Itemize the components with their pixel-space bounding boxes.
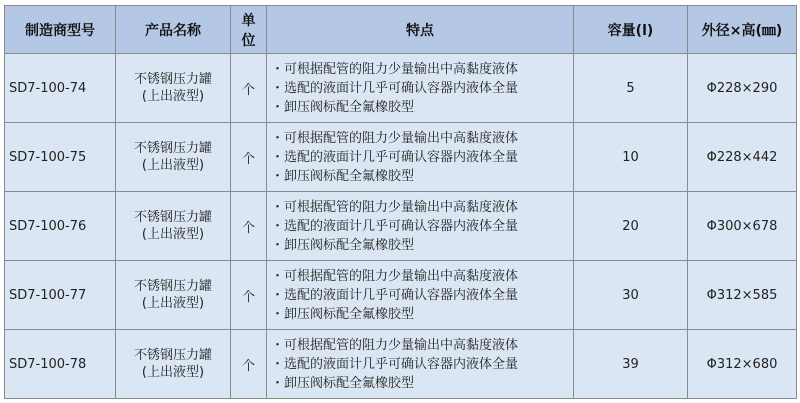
feature-line: ・可根据配管的阻力少量输出中高黏度液体	[271, 337, 519, 353]
cell-features	[267, 261, 574, 330]
feature-line: ・可根据配管的阻力少量输出中高黏度液体	[271, 130, 519, 146]
feature-line: ・选配的液面计几乎可确认容器内液体全量	[271, 218, 519, 234]
header-unit: 单位	[231, 6, 267, 54]
header-features: 特点	[267, 6, 574, 54]
table-row	[5, 123, 797, 192]
feature-line: ・选配的液面计几乎可确认容器内液体全量	[271, 356, 519, 372]
table-row	[5, 261, 797, 330]
cell-capacity: 5	[574, 54, 688, 123]
cell-features	[267, 54, 574, 123]
cell-unit: 个	[231, 330, 267, 399]
cell-model: SD7-100-77	[5, 261, 116, 330]
cell-capacity: 20	[574, 192, 688, 261]
feature-line: ・卸压阀标配全氟橡胶型	[271, 168, 415, 184]
name-line: (上出液型)	[141, 227, 205, 242]
cell-unit: 个	[231, 54, 267, 123]
name-line: 不锈钢压力罐	[133, 141, 212, 156]
cell-name	[116, 54, 231, 123]
product-spec-table	[4, 5, 797, 399]
cell-name	[116, 123, 231, 192]
cell-model: SD7-100-75	[5, 123, 116, 192]
name-line: 不锈钢压力罐	[133, 348, 212, 363]
feature-line: ・可根据配管的阻力少量输出中高黏度液体	[271, 199, 519, 215]
cell-capacity: 39	[574, 330, 688, 399]
table-row	[5, 192, 797, 261]
name-line: (上出液型)	[141, 158, 205, 173]
cell-name	[116, 261, 231, 330]
cell-features	[267, 192, 574, 261]
table-row	[5, 330, 797, 399]
name-line: 不锈钢压力罐	[133, 210, 212, 225]
cell-name	[116, 192, 231, 261]
cell-unit: 个	[231, 261, 267, 330]
cell-model: SD7-100-74	[5, 54, 116, 123]
cell-model: SD7-100-76	[5, 192, 116, 261]
feature-line: ・卸压阀标配全氟橡胶型	[271, 375, 415, 391]
feature-line: ・可根据配管的阻力少量输出中高黏度液体	[271, 268, 519, 284]
feature-line: ・卸压阀标配全氟橡胶型	[271, 99, 415, 115]
name-line: (上出液型)	[141, 89, 205, 104]
name-line: (上出液型)	[141, 296, 205, 311]
cell-features	[267, 330, 574, 399]
cell-unit: 个	[231, 192, 267, 261]
name-line: (上出液型)	[141, 365, 205, 380]
feature-line: ・可根据配管的阻力少量输出中高黏度液体	[271, 61, 519, 77]
cell-capacity: 10	[574, 123, 688, 192]
feature-line: ・卸压阀标配全氟橡胶型	[271, 237, 415, 253]
table-header-row	[5, 6, 797, 54]
table-row	[5, 54, 797, 123]
feature-line: ・卸压阀标配全氟橡胶型	[271, 306, 415, 322]
cell-dimensions: Φ300×678	[688, 192, 797, 261]
cell-dimensions: Φ228×290	[688, 54, 797, 123]
feature-line: ・选配的液面计几乎可确认容器内液体全量	[271, 80, 519, 96]
cell-name	[116, 330, 231, 399]
header-model: 制造商型号	[5, 6, 116, 54]
feature-line: ・选配的液面计几乎可确认容器内液体全量	[271, 287, 519, 303]
cell-dimensions: Φ312×585	[688, 261, 797, 330]
header-name: 产品名称	[116, 6, 231, 54]
cell-dimensions: Φ312×680	[688, 330, 797, 399]
cell-unit: 个	[231, 123, 267, 192]
cell-capacity: 30	[574, 261, 688, 330]
name-line: 不锈钢压力罐	[133, 72, 212, 87]
feature-line: ・选配的液面计几乎可确认容器内液体全量	[271, 149, 519, 165]
cell-dimensions: Φ228×442	[688, 123, 797, 192]
cell-model: SD7-100-78	[5, 330, 116, 399]
name-line: 不锈钢压力罐	[133, 279, 212, 294]
header-dimensions: 外径×高(㎜)	[688, 6, 797, 54]
header-capacity: 容量(l)	[574, 6, 688, 54]
cell-features	[267, 123, 574, 192]
